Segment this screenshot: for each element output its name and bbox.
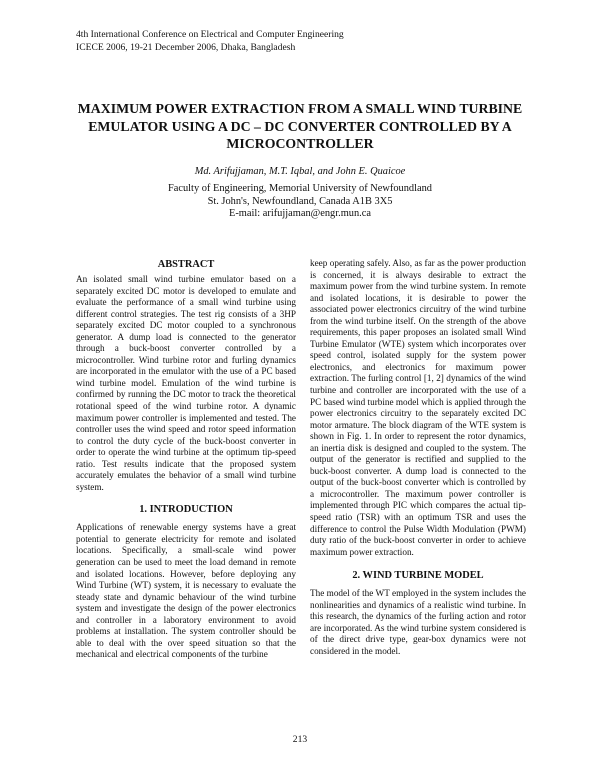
paper-title: MAXIMUM POWER EXTRACTION FROM A SMALL WIND TURBINE EMULATOR USING A DC – DC CONVERTER CONTROLLED BY A MICROCONTROLLER <box>77 101 523 151</box>
introduction-heading: 1. INTRODUCTION <box>139 504 233 516</box>
introduction-text-left: Applications of renewable energy systems have a great potential to generate electricity for remote and isolated locations. Specifically, a small-scale wind power generation can be used to meet the load demand in remote and isolated locations. However, before deploying any Wind Turbine (WT) system, it is necessary to evaluate the steady state and dynamic behaviour of the wind turbine system and investigate the design of the power electronics and controller in a laboratory environment to avoid problems at installation. The system controller should be able to deal with the over speed situation so that the mechanical and electrical components of the turbine <box>76 522 296 660</box>
affiliation-line-1: Faculty of Engineering, Memorial University of Newfoundland <box>167 183 433 194</box>
wind-turbine-model-text: The model of the WT employed in the system includes the nonlinearities and dynamics of a realistic wind turbine. In this research, the dynamics of the furling action and rotor are incorporated. As the wind turbine system considered is of the direct drive type, gear-box dynamics were not considered in the model. <box>310 588 526 656</box>
authors: Md. Arifujjaman, M.T. Iqbal, and John E. Quaicoe <box>194 166 406 177</box>
conference-header <box>76 29 344 54</box>
right-column <box>310 258 526 658</box>
left-column <box>76 258 296 661</box>
affiliation-email: E-mail: arifujjaman@engr.mun.ca <box>229 208 371 220</box>
abstract-heading: ABSTRACT <box>157 259 215 270</box>
conference-line-1: 4th International Conference on Electrical and Computer Engineering <box>76 29 344 40</box>
wind-turbine-model-heading: 2. WIND TURBINE MODEL <box>352 570 484 582</box>
introduction-text-right: keep operating safely. Also, as far as the power production is concerned, it is always desirable to extract the maximum power from the wind turbine system. In remote and isolated locations, it is desirable to power the associated power electronics circuitry of the wind turbine from the wind turbine itself. On the strength of the above requirements, this paper proposes an isolated small Wind Turbine Emulator (WTE) system which incorporates over speed control, isolated supply for the system power electronics, and electronics for maximum power extraction. The furling control [1, 2] dynamics of the wind turbine and controller are incorporated with the use of a PC based wind turbine model which is applied through the power electronics circuitry to the separately excited DC motor armature. The block diagram of the WTE system is shown in Fig. 1. In order to represent the rotor dynamics, an inertia disk is designed and coupled to the system. The output of the generator is rectified and supplied to the buck-boost converter. A dump load is connected to the output of the buck-boost converter which is controlled by a microcontroller. The maximum power controller is implemented through PIC which compares the actual tip-speed ratio (TSR) with an optimum TSR and uses the difference to control the Pulse Width Modulation (PWM) duty ratio of the buck-boost converter in order to achieve maximum power extraction. <box>310 258 526 557</box>
affiliation-line-2: St. John's, Newfoundland, Canada A1B 3X5 <box>207 195 393 207</box>
affiliation <box>0 183 600 221</box>
abstract-text: An isolated small wind turbine emulator based on a separately excited DC motor is developed to emulate and evaluate the performance of a small wind turbine using different control strategies. The test rig consists of a 3HP separately excited DC motor coupled to a synchronous generator. A dump load is connected to the generator through a buck-boost converter controlled by a microcontroller. Wind turbine rotor and furling dynamics are incorporated in the emulator with the use of a PC based wind turbine model. Emulation of the wind turbine is confirmed by running the DC motor to track the theoretical rotational speed of the wind turbine rotor. A dynamic maximum power controller is implemented and tested. The controller uses the wind speed and rotor speed information to control the duty cycle of the buck-boost converter in order to operate the wind turbine at the optimum tip-speed ratio. Test results indicate that the proposed system accurately emulates the behavior of a small wind turbine system. <box>76 274 296 492</box>
page-number: 213 <box>292 734 308 745</box>
conference-line-2: ICECE 2006, 19-21 December 2006, Dhaka, Bangladesh <box>76 41 296 53</box>
